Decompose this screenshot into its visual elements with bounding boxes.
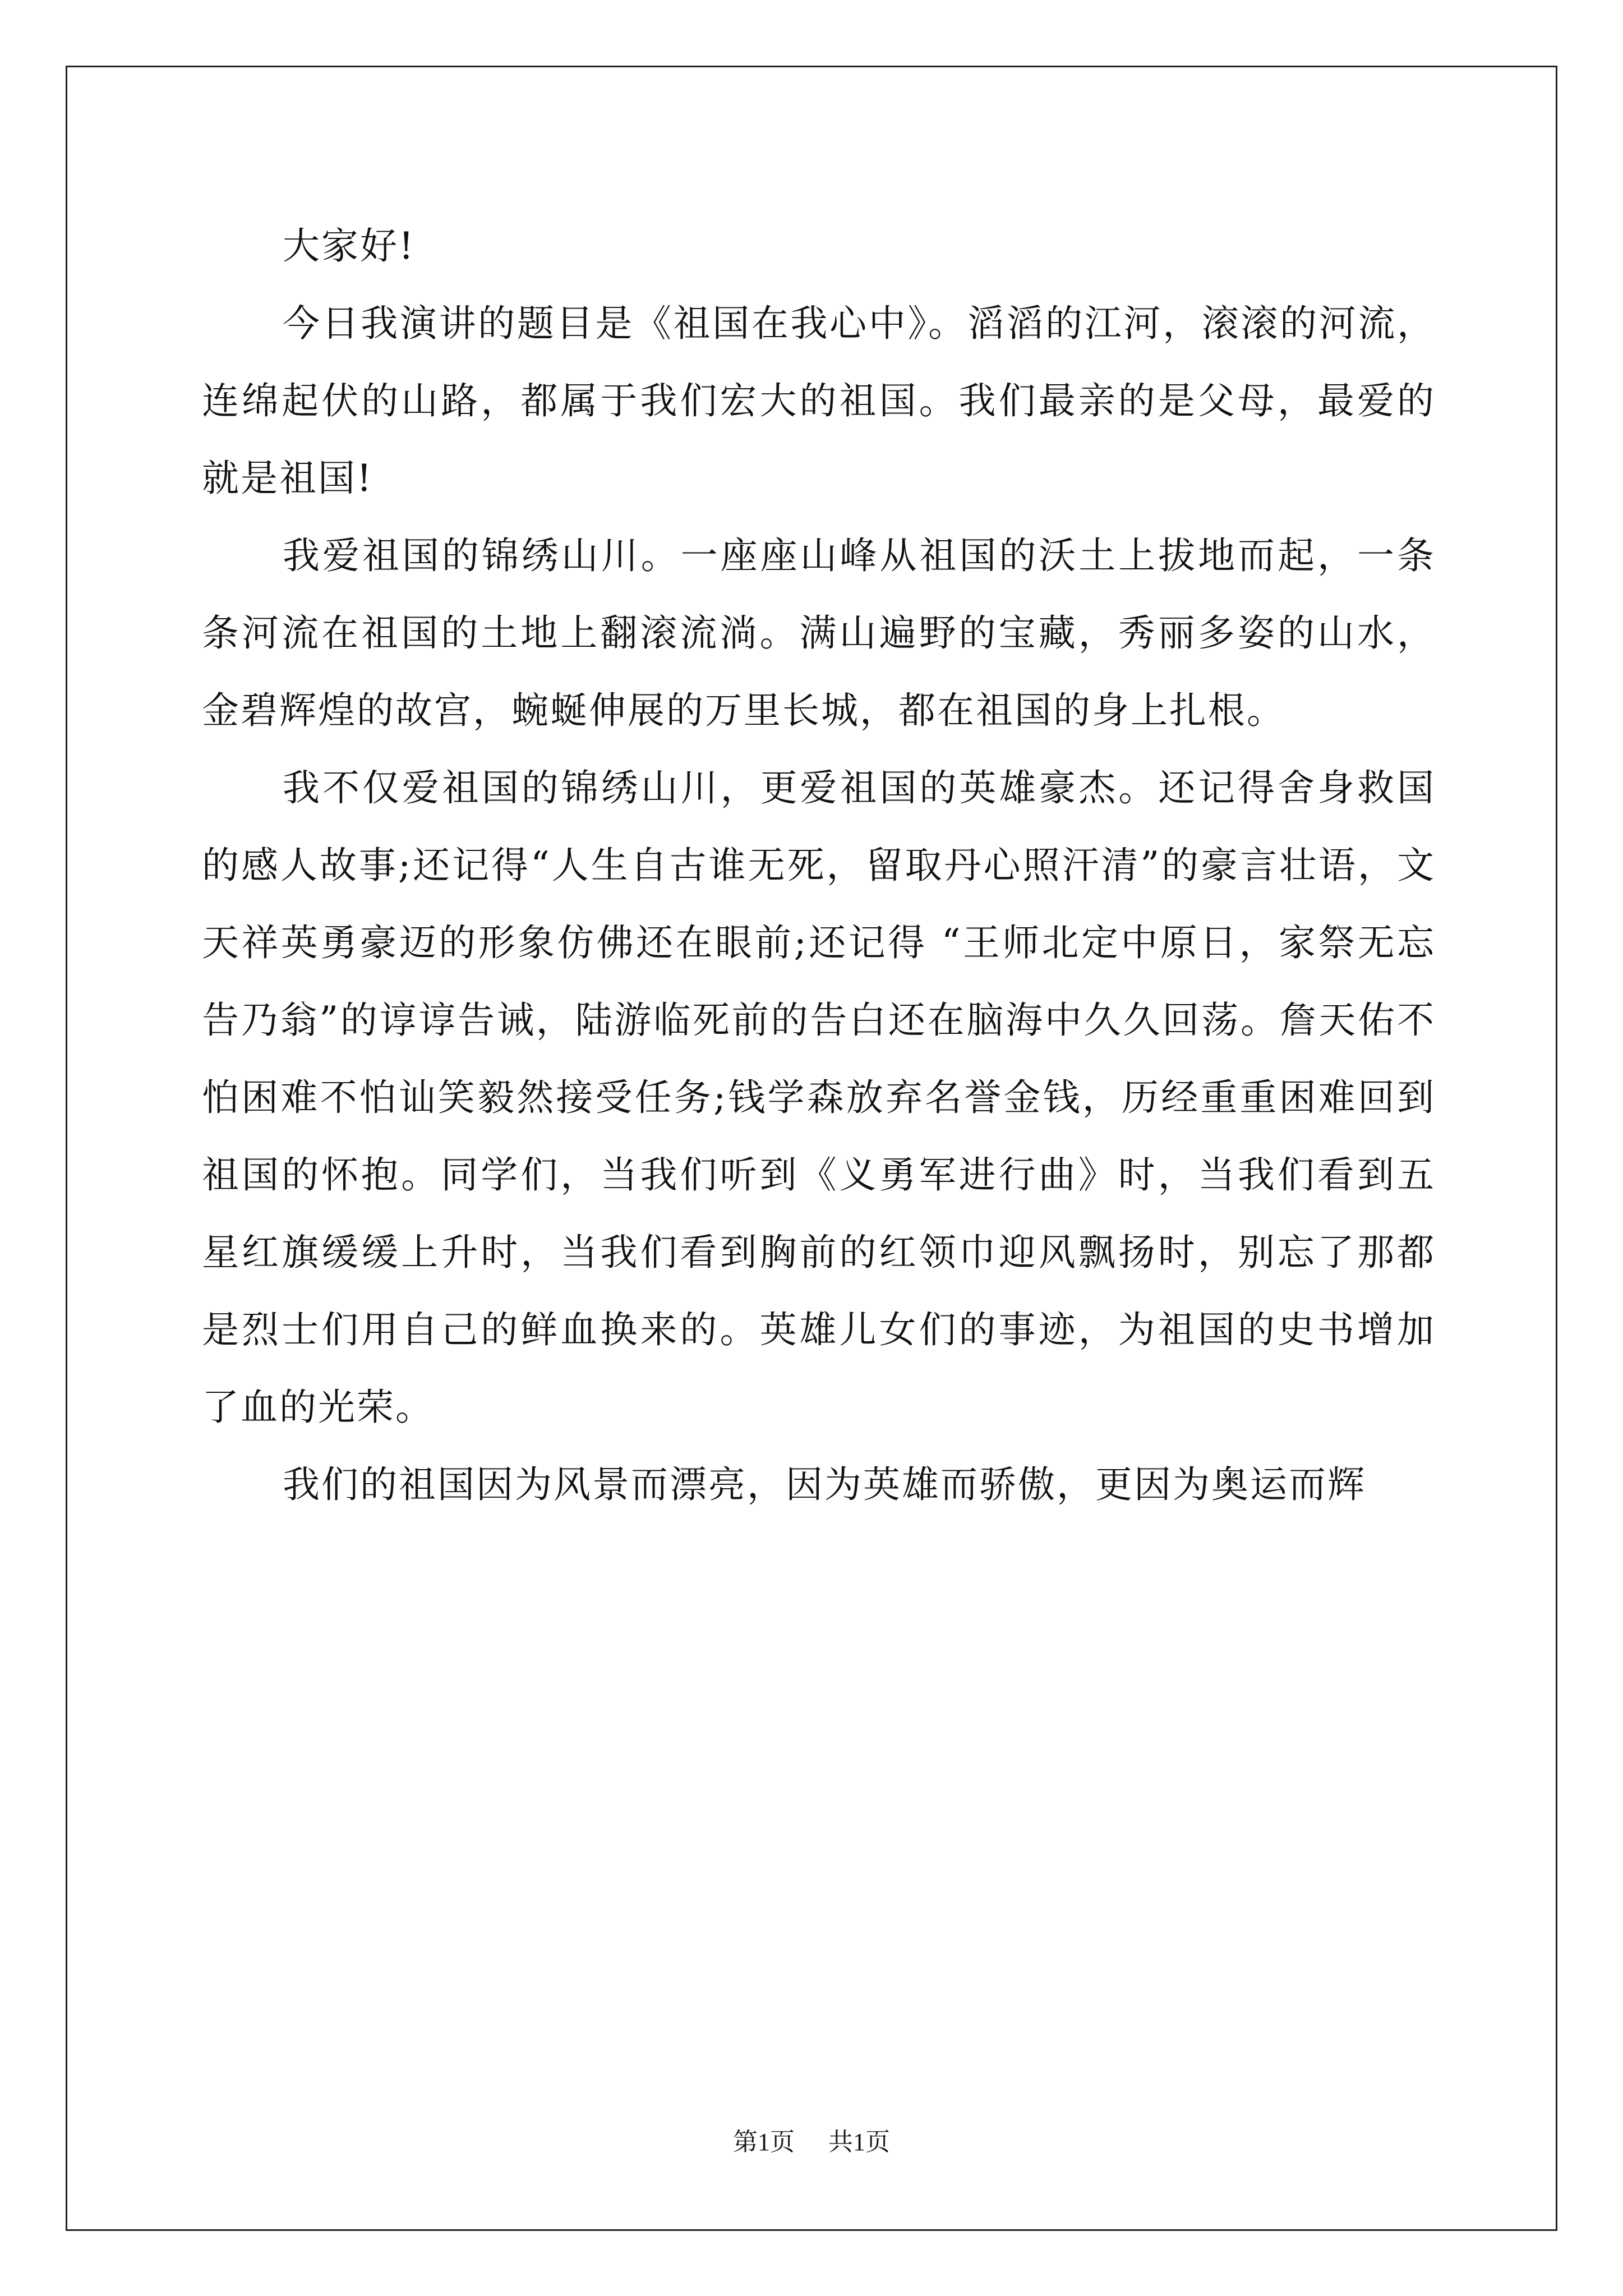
- paragraph-intro: 今日我演讲的题目是《祖国在我心中》。滔滔的江河，滚滚的河流，连绵起伏的山路，都属于我们宏大的祖国。我们最亲的是父母，最爱的就是祖国!: [202, 302, 1436, 500]
- page-number: 第1页: [733, 2128, 795, 2156]
- paragraph-landscape: 我爱祖国的锦绣山川。一座座山峰从祖国的沃土上拔地而起，一条条河流在祖国的土地上翻滚流淌。满山遍野的宝藏，秀丽多姿的山水，金碧辉煌的故宫，蜿蜒伸展的万里长城，都在祖国的身上扎根。: [202, 534, 1436, 732]
- greeting-line: 大家好!: [283, 224, 416, 268]
- paragraph-heroes: 我不仅爱祖国的锦绣山川，更爱祖国的英雄豪杰。还记得舍身救国的感人故事;还记得“人生自古谁无死，留取丹心照汗清”的豪言壮语，文天祥英勇豪迈的形象仿佛还在眼前;还记得 “王师北定中原日，家祭无忘告乃翁”的谆谆告诫，陆游临死前的告白还在脑海中久久回荡。詹天佑不怕困难不怕讪笑毅然接受任务;钱学森放弃名誉金钱，历经重重困难回到祖国的怀抱。同学们，当我们听到《义勇军进行曲》时，当我们看到五星红旗缓缓上升时，当我们看到胸前的红领巾迎风飘扬时，别忘了那都是烈士们用自己的鲜血换来的。英雄儿女们的事迹，为祖国的史书增加了血的光荣。: [202, 766, 1436, 1429]
- page-total: 共1页: [828, 2128, 890, 2156]
- page-footer: [0, 2122, 1623, 2157]
- paragraph-olympics: 我们的祖国因为风景而漂亮，因为英雄而骄傲，更因为奥运而辉: [283, 1463, 1366, 1506]
- document-body: [202, 208, 1436, 1524]
